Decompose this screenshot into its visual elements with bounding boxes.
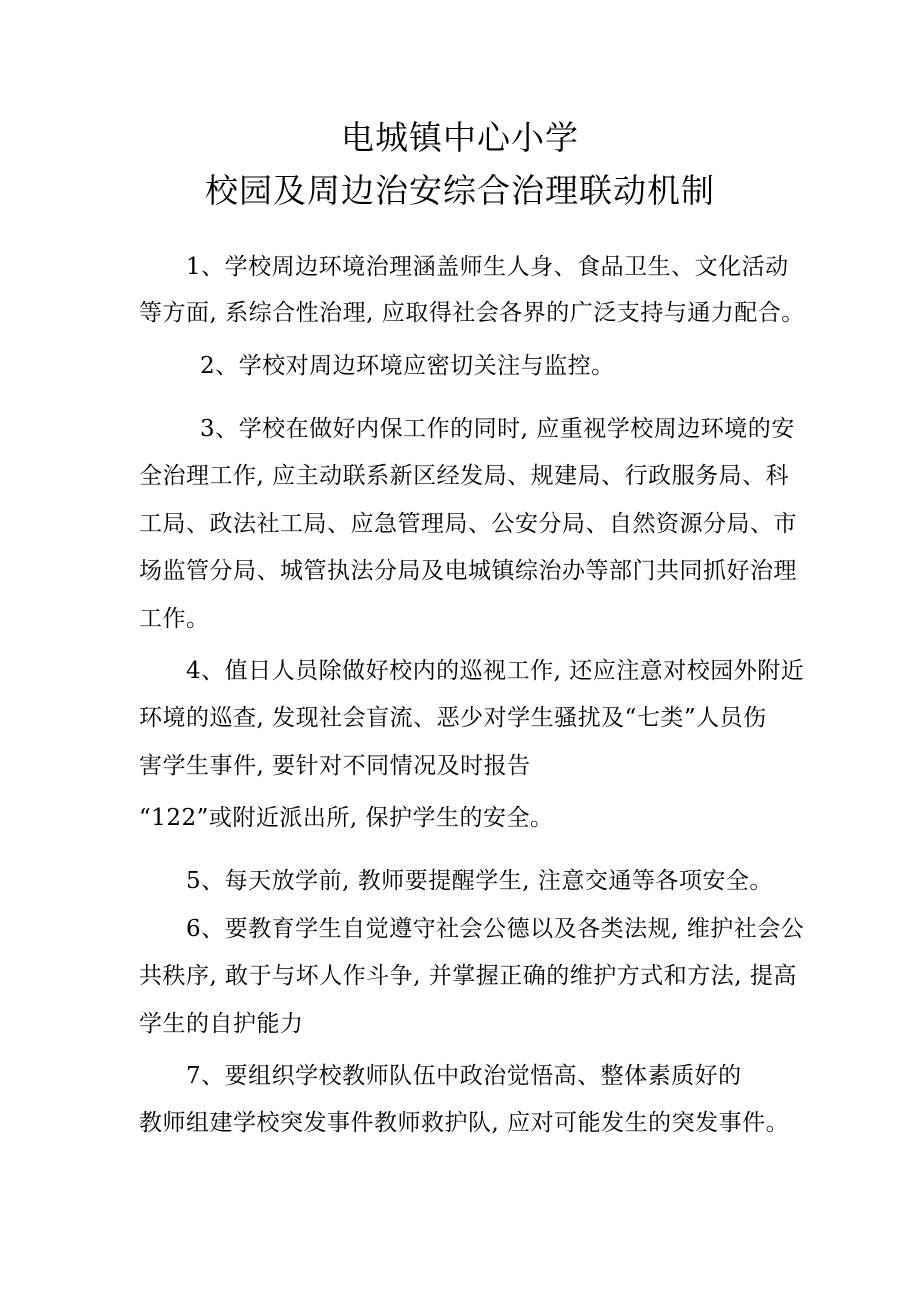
paragraph-3-line-1: 3、学校在做好内保工作的同时, 应重视学校周边环境的安: [200, 416, 795, 442]
paragraph-6-line-3: 学生的自护能力: [139, 1011, 304, 1037]
paragraph-3-line-3: 工局、政法社工局、应急管理局、公安分局、自然资源分局、市: [139, 511, 797, 537]
paragraph-4-line-3: 害学生事件, 要针对不同情况及时报告: [139, 753, 531, 779]
paragraph-3-line-4: 场监管分局、城管执法分局及电城镇综治办等部门共同抓好治理: [139, 558, 797, 584]
paragraph-7-line-1: 7、要组织学校教师队伍中政治觉悟高、整体素质好的: [186, 1063, 742, 1089]
document-title-school: 电城镇中心小学: [341, 118, 579, 157]
paragraph-5-line-1: 5、每天放学前, 教师要提醒学生, 注意交通等各项安全。: [186, 868, 773, 894]
paragraph-7-line-2: 教师组建学校突发事件教师救护队, 应对可能发生的突发事件。: [139, 1110, 790, 1136]
paragraph-3-line-5: 工作。: [139, 606, 210, 632]
paragraph-6-line-2: 共秩序, 敢于与坏人作斗争, 并掌握正确的维护方式和方法, 提高: [139, 963, 797, 989]
paragraph-4-line-1: 4、值日人员除做好校内的巡视工作, 还应注意对校园外附近: [186, 658, 805, 684]
paragraph-4-line-2: 环境的巡查, 发现社会盲流、恶少对学生骚扰及“七类”人员伤: [139, 705, 767, 731]
paragraph-1-line-2: 等方面, 系综合性治理, 应取得社会各界的广泛支持与通力配合。: [139, 300, 805, 326]
paragraph-6-line-1: 6、要教育学生自觉遵守社会公德以及各类法规, 维护社会公: [186, 916, 805, 942]
paragraph-1-line-1: 1、学校周边环境治理涵盖师生人身、食品卫生、文化活动: [186, 254, 789, 280]
paragraph-3-line-2: 全治理工作, 应主动联系新区经发局、规建局、行政服务局、科: [139, 463, 790, 489]
paragraph-2-line-1: 2、学校对周边环境应密切关注与监控。: [200, 353, 615, 379]
paragraph-4-line-4: “122”或附近派出所, 保护学生的安全。: [139, 805, 554, 831]
document-title-mechanism: 校园及周边治安综合治理联动机制: [205, 171, 715, 210]
